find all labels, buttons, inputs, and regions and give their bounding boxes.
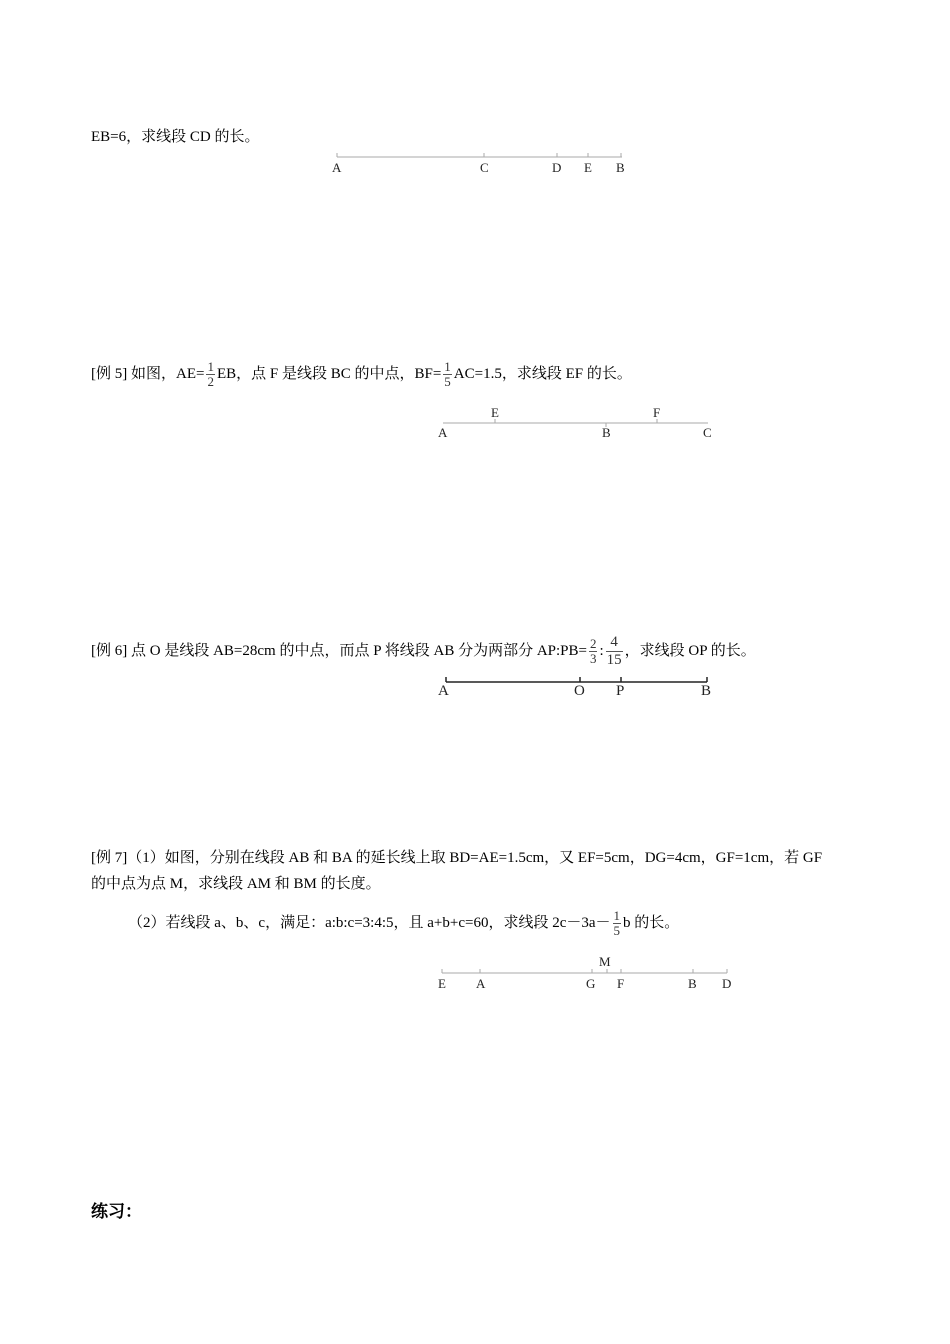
point-label-a: A [332,160,342,175]
point-label-b: B [602,425,611,440]
practice-heading: 练习： [91,1202,142,1221]
fraction-two-thirds: $\frac{2}{3}$ [589,636,597,666]
fraction-one-fifth: $\frac{1}{5}$ [613,908,621,938]
point-label-a: A [438,425,448,440]
figure-6-segment [0,670,950,720]
example-7-line-1: [例 7]（1）如图，分别在线段 AB 和 BA 的延长线上取 BD=AE=1.5cm，又 EF=5cm，DG=4cm，GF=1cm，若 GF [91,850,823,866]
example-7-part-2: （2）若线段 a、b、c，满足：a:b:c=3:4:5，且 a+b+c=60，求线段 2c－3a－ $\frac{1}{5}$ b 的长。 [128,908,680,938]
example-5-text: [例 5] 如图，AE= $\frac{1}{2}$ EB，点 F 是线段 BC 的中点，BF= $\frac{1}{5}$ AC=1.5，求线段 EF 的长。 [91,359,632,389]
point-label-g: G [586,976,596,991]
example-7-line-2: 的中点为点 M，求线段 AM 和 BM 的长度。 [91,876,381,892]
point-label-c: C [703,425,712,440]
point-label-e: E [584,160,592,175]
point-label-c: C [480,160,489,175]
point-label-a: A [438,683,449,699]
point-label-a: A [476,976,486,991]
point-label-e: E [438,976,446,991]
point-label-o: O [574,683,585,699]
point-label-b: B [616,160,625,175]
fraction-one-half: $\frac{1}{2}$ [207,359,214,389]
point-label-e: E [491,405,499,420]
point-label-b: B [701,683,712,699]
point-label-d: D [722,976,732,991]
fraction-one-fifth: $\frac{1}{5}$ [444,359,451,389]
figure-5-segment [0,400,950,460]
example-4-text: EB=6，求线段 CD 的长。 [91,129,260,145]
fraction-four-fifteenths: $\frac{4}{15}$ [606,634,622,668]
point-label-p: P [616,683,625,699]
point-label-d: D [552,160,562,175]
figure-4-segment [0,140,950,200]
figure-7-segment [0,950,950,1010]
example-6-text: [例 6] 点 O 是线段 AB=28cm 的中点，而点 P 将线段 AB 分为两部分 AP:PB= $\frac{2}{3}$ : $\frac{4}{15}$ ，求线段 OP 的长。 [91,634,756,668]
point-label-f: F [653,405,661,420]
point-label-f: F [617,976,625,991]
point-label-m: M [599,954,611,969]
point-label-b: B [688,976,697,991]
